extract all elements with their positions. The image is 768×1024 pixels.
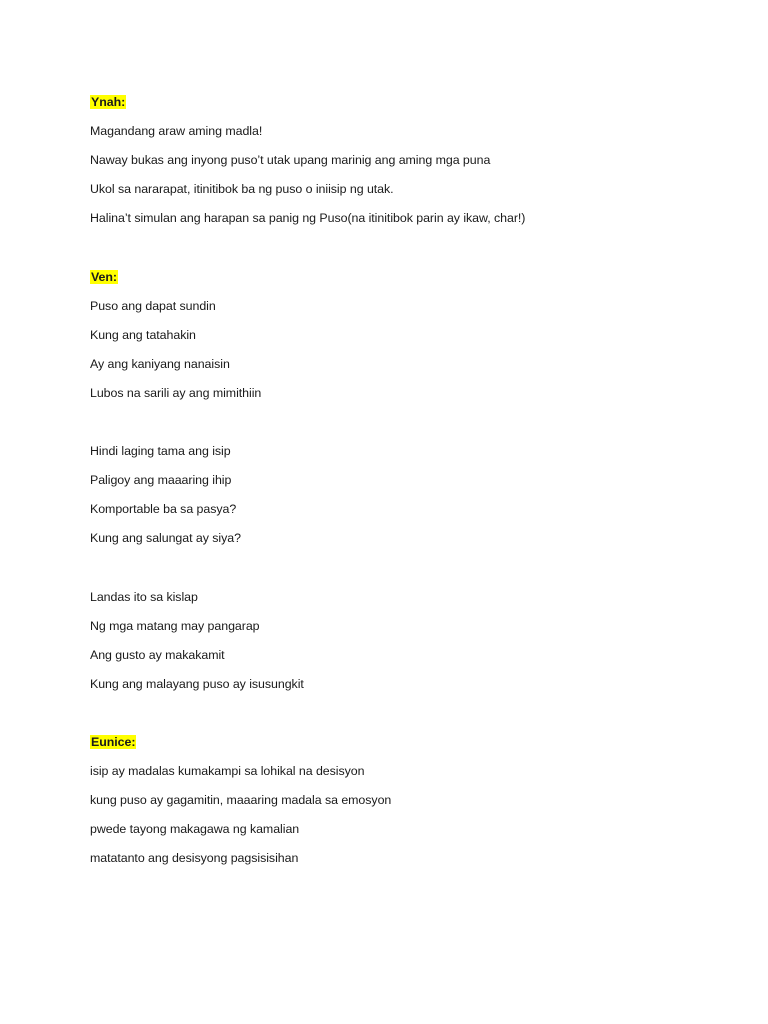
verse-line: Lubos na sarili ay ang mimithiin (90, 385, 262, 400)
document-body (90, 88, 730, 874)
speaker-label-ven (90, 263, 730, 292)
verse-line: Landas ito sa kislap (90, 589, 198, 604)
verse-line: Magandang araw aming madla! (90, 124, 263, 139)
verse-line: Halina’t simulan ang harapan sa panig ng Puso(na itinitibok parin ay ikaw, char!) (90, 211, 526, 226)
verse-line: Ukol sa nararapat, itinitibok ba ng puso o iniisip ng utak. (90, 182, 394, 197)
speaker-label-eunice (90, 728, 730, 757)
verse-line: Puso ang dapat sundin (90, 298, 216, 313)
verse-line: Ay ang kaniyang nanaisin (90, 356, 230, 371)
verse-line: Naway bukas ang inyong puso’t utak upang marinig ang aming mga puna (90, 153, 491, 168)
speaker-label-ynah (90, 88, 730, 117)
verse-line: Kung ang malayang puso ay isusungkit (90, 676, 304, 691)
speaker-name: Eunice: (91, 735, 136, 750)
verse-line: Kung ang salungat ay siya? (90, 531, 241, 546)
stanza-gap (90, 554, 730, 583)
verse-line: isip ay madalas kumakampi sa lohikal na desisyon (90, 764, 365, 779)
stanza-gap (90, 233, 730, 262)
verse-line: Hindi laging tama ang isip (90, 444, 231, 459)
stanza-gap (90, 699, 730, 728)
verse-line: kung puso ay gagamitin, maaaring madala sa emosyon (90, 793, 392, 808)
verse-line: Ng mga matang may pangarap (90, 618, 260, 633)
verse-line: Kung ang tatahakin (90, 327, 196, 342)
stanza-gap (90, 408, 730, 437)
speaker-name: Ven: (91, 269, 117, 284)
verse-line: matatanto ang desisyong pagsisisihan (90, 851, 299, 866)
verse-line: Komportable ba sa pasya? (90, 502, 237, 517)
verse-line: pwede tayong makagawa ng kamalian (90, 822, 300, 837)
verse-line: Ang gusto ay makakamit (90, 647, 225, 662)
verse-line: Paligoy ang maaaring ihip (90, 473, 232, 488)
speaker-name: Ynah: (91, 95, 126, 109)
